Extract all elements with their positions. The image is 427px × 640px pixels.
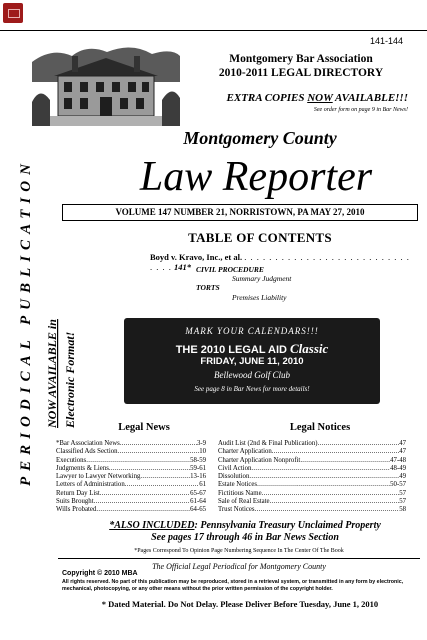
rights-statement: All rights reserved. No part of this publication may be reproduced, stored in a retrieval system, or transmitted in any form by electronic, mechanical, photocopying, or any other means without the prior written permission of the copyright holder. bbox=[62, 579, 404, 592]
case-name: Boyd v. Kravo, Inc., et al. bbox=[150, 252, 243, 262]
toc-case-entry bbox=[150, 252, 412, 272]
also-included-line2: See pages 17 through 46 in Bar News Section bbox=[151, 532, 339, 543]
list-item: Suits Brought ..... 61-64 bbox=[56, 498, 206, 506]
legal-aid-classic-banner bbox=[124, 318, 380, 404]
list-item: Trust Notices ..... 58 bbox=[218, 506, 406, 514]
list-item: Charter Application Nonprofit ..... 47-48 bbox=[218, 457, 406, 465]
list-item: Return Day List ..... 65-67 bbox=[56, 490, 206, 498]
list-item: Wills Probated ..... 64-65 bbox=[56, 506, 206, 514]
list-item: Sale of Real Estate ..... 57 bbox=[218, 498, 406, 506]
subtopic-premises-liability: Premises Liability bbox=[232, 293, 287, 302]
list-item: Letters of Administration ..... 61 bbox=[56, 481, 206, 489]
legal-news-heading: Legal News bbox=[118, 422, 170, 433]
list-item: Estate Notices ..... 50-57 bbox=[218, 481, 406, 489]
subtopic-summary-judgment: Summary Judgment bbox=[232, 274, 292, 283]
list-item: Classified Ads Section ..... 10 bbox=[56, 448, 206, 456]
corner-tab-icon bbox=[3, 3, 23, 23]
list-item: Charter Application ..... 47 bbox=[218, 448, 406, 456]
legal-aid-event-title bbox=[124, 341, 380, 357]
volume-line: VOLUME 147 NUMBER 21, NORRISTOWN, PA MAY 27, 2010 bbox=[62, 204, 418, 221]
extra-copies-available: AVAILABLE!!! bbox=[332, 92, 408, 104]
also-included-label: *ALSO INCLUDED bbox=[109, 520, 195, 531]
leader-dots: . . . . . . . . . . . . . . . . . . . . . . . . . . . . . . . bbox=[150, 252, 410, 272]
publication-title: Law Reporter bbox=[139, 154, 373, 200]
event-title-prefix: THE 2010 LEGAL AID bbox=[175, 344, 290, 356]
legal-directory-title: 2010-2011 LEGAL DIRECTORY bbox=[218, 67, 384, 79]
list-item: Dissolution ..... 49 bbox=[218, 473, 406, 481]
topic-civil-procedure: CIVIL PROCEDURE bbox=[196, 265, 264, 274]
topic-torts: TORTS bbox=[196, 283, 220, 292]
list-item: Judgments & Liens ..... 59-61 bbox=[56, 465, 206, 473]
mark-calendars-text: MARK YOUR CALENDARS!!! bbox=[185, 326, 319, 336]
also-included-line1 bbox=[80, 520, 410, 532]
toc-heading: TABLE OF CONTENTS bbox=[188, 230, 332, 245]
list-item: Fictitious Name ..... 57 bbox=[218, 490, 406, 498]
list-item: *Bar Association News ..... 3-9 bbox=[56, 440, 206, 448]
also-included-subject: : Pennsylvania Treasury Unclaimed Property bbox=[194, 520, 381, 531]
electronic-format-vertical-text bbox=[38, 230, 82, 440]
extra-copies-notice bbox=[196, 92, 408, 104]
extra-copies-now: NOW bbox=[307, 92, 333, 104]
county-name: Montgomery County bbox=[183, 128, 337, 148]
official-periodical-line: The Official Legal Periodical for Montgomery County bbox=[152, 562, 326, 571]
also-included-notice bbox=[80, 520, 410, 544]
bar-association-heading bbox=[196, 52, 406, 80]
page-sequence-note: *Pages Correspond To Opinion Page Numbering Sequence In The Center Of The Book bbox=[134, 548, 344, 554]
electronic-format-label: Electronic Format! bbox=[63, 331, 77, 428]
list-item: Civil Action ..... 48-49 bbox=[218, 465, 406, 473]
dated-material-notice: * Dated Material. Do Not Delay. Please Deliver Before Tuesday, June 1, 2010 bbox=[101, 599, 379, 609]
order-form-note: See order form on page 9 in Bar News! bbox=[313, 107, 408, 113]
periodical-publication-label: PERIODICAL PUBLICATION bbox=[18, 163, 34, 486]
legal-news-list bbox=[56, 440, 206, 515]
event-date: FRIDAY, JUNE 11, 2010 bbox=[200, 356, 304, 367]
legal-notices-list bbox=[218, 440, 406, 515]
event-venue: Bellewood Golf Club bbox=[214, 370, 290, 380]
copyright-line: Copyright © 2010 MBA bbox=[62, 570, 138, 577]
legal-notices-heading: Legal Notices bbox=[289, 422, 351, 433]
case-page: 141* bbox=[174, 262, 191, 272]
list-item: Executions ..... 58-59 bbox=[56, 457, 206, 465]
footer-rule bbox=[58, 558, 420, 559]
event-details-note: See page 8 in Bar News for more details! bbox=[194, 385, 310, 393]
historic-building-illustration bbox=[32, 42, 180, 126]
periodical-publication-vertical-text bbox=[0, 160, 40, 490]
event-title-classic: Classic bbox=[290, 341, 329, 356]
page-number: 141-144 bbox=[369, 36, 403, 46]
now-available-label: NOW AVAILABLE in bbox=[45, 319, 59, 428]
list-item: Audit List (2nd & Final Publication) ..... 47 bbox=[218, 440, 406, 448]
extra-copies-text: EXTRA COPIES bbox=[226, 92, 308, 104]
list-item: Lawyer to Lawyer Networking ..... 13-16 bbox=[56, 473, 206, 481]
association-name: Montgomery Bar Association bbox=[229, 53, 373, 65]
header-rule bbox=[0, 30, 427, 31]
